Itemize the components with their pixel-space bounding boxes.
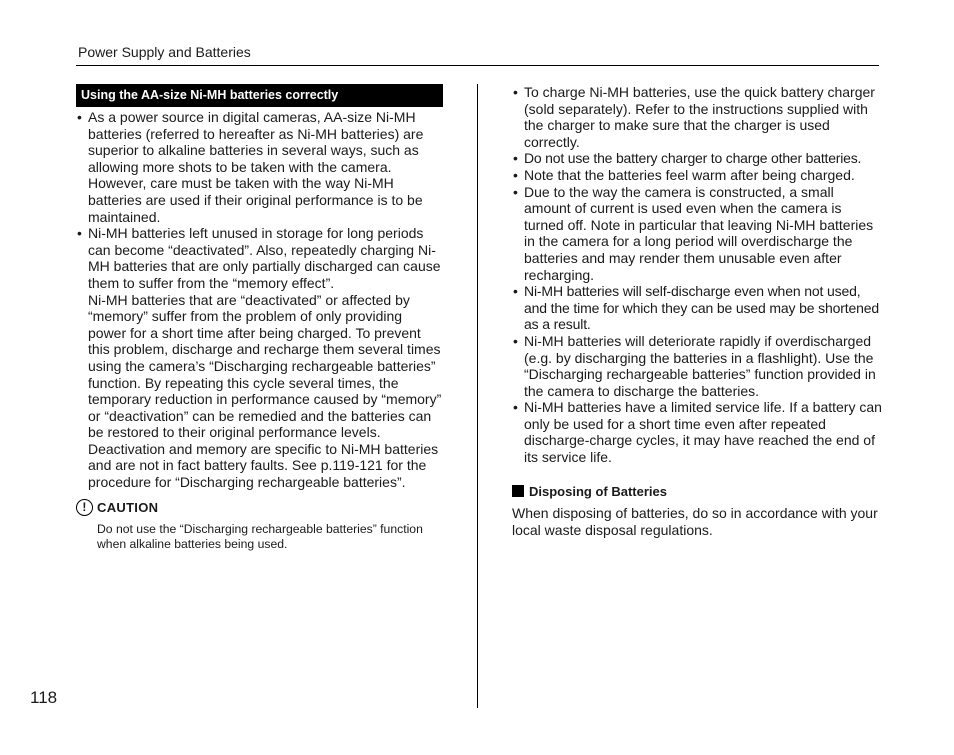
list-item — [76, 109, 443, 225]
disposal-text: When disposing of batteries, do so in accordance with your local waste disposal regulations. — [512, 504, 878, 538]
list-item: • Due to the way the camera is constructed, a small amount of current is used even when the camera is turned off. Note in particular that leaving Ni-MH batteries in the camera for a long period will overdischarge the batteries and may render them unusable even after recharging. — [512, 184, 882, 284]
list-item: • Ni-MH batteries have a limited service life. If a battery can only be used for a short time even after repeated discharge-charge cycles, it may have reached the end of its service life. — [512, 399, 882, 465]
right-bullet-list — [512, 84, 882, 466]
paragraph: Ni-MH batteries that are “deactivated” or affected by “memory” suffer from the problem of only providing power for a short time after being charged. To prevent this problem, discharge and recharge them several times using the camera’s “Discharging rechargeable batteries” function. By repeating this cycle several times, the temporary reduction in performance caused by “memory” or “deactivation” can be remedied and the batteries can be restored to their original performance levels. — [88, 291, 442, 441]
section-title: Using the AA-size Ni-MH batteries correctly — [76, 84, 443, 107]
list-item: • Ni-MH batteries will deteriorate rapidly if overdischarged (e.g. by discharging the batteries in a flashlight). Use the “Discharging rechargeable batteries” function provided in the camera to discharge the batteries. — [512, 333, 882, 399]
page-header: Power Supply and Batteries — [78, 44, 251, 60]
left-column — [76, 84, 443, 552]
disposal-title: Disposing of Batteries — [529, 483, 667, 499]
right-column — [512, 84, 882, 539]
caution-heading — [76, 499, 443, 516]
exclamation-icon: ! — [76, 499, 93, 516]
column-divider — [477, 84, 478, 708]
list-item — [76, 225, 443, 491]
paragraph: • As a power source in digital cameras, AA-size Ni-MH batteries (referred to hereafter as Ni-MH batteries) are superior to alkaline batteries in several ways, such as allowing more shots to be taken with the camera. However, care must be taken with the way Ni-MH batteries are used if their original performance is to be maintained. — [88, 109, 424, 225]
list-item: • Ni-MH batteries will self-discharge even when not used, and the time for which they can be used may be shortened as a result. — [512, 283, 882, 333]
caution-text: Do not use the “Discharging rechargeable batteries” function when alkaline batteries being used. — [97, 521, 423, 551]
disposal-heading — [512, 484, 882, 499]
square-bullet-icon — [512, 485, 524, 497]
list-item: • To charge Ni-MH batteries, use the quick battery charger (sold separately). Refer to the instructions supplied with the charger to make sure that the charger is used correctly. — [512, 84, 882, 150]
paragraph: Deactivation and memory are specific to Ni-MH batteries and are not in fact battery faults. See p.119-121 for the procedure for “Discharging rechargeable batteries”. — [88, 440, 439, 491]
page-number: 118 — [30, 688, 58, 707]
left-bullet-list — [76, 109, 443, 491]
paragraph: • Ni-MH batteries left unused in storage for long periods can become “deactivated”. Also, repeatedly charging Ni-MH batteries that are only partially discharged can cause them to suffer from the “memory effect”. — [88, 225, 441, 291]
caution-label: CAUTION — [97, 499, 159, 515]
list-item: • Do not use the battery charger to charge other batteries. — [512, 150, 882, 167]
header-rule — [76, 65, 879, 66]
list-item: • Note that the batteries feel warm after being charged. — [512, 167, 882, 184]
